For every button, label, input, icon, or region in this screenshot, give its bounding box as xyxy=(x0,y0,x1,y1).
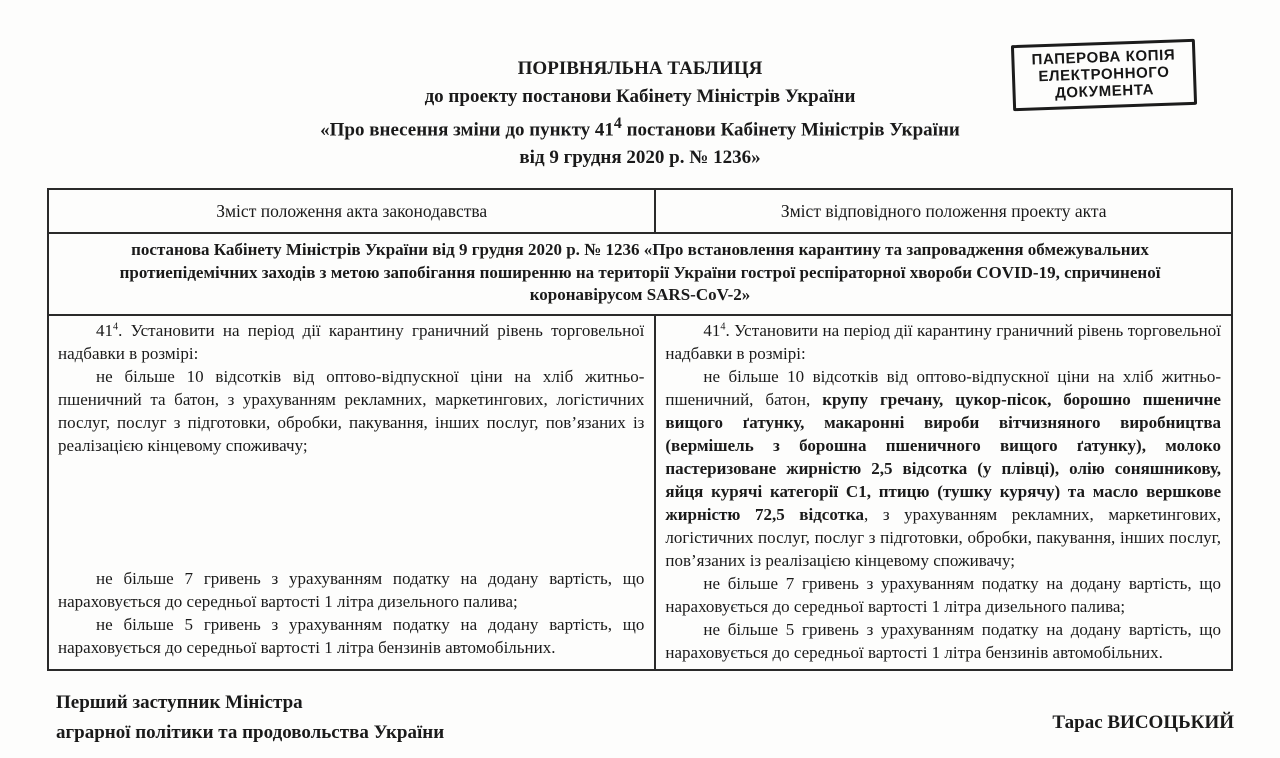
signatory-position xyxy=(56,688,444,748)
resolution-reference-text: постанова Кабінету Міністрів України від 9 грудня 2020 р. № 1236 «Про встановлення карантину та запровадження обмежувальних протиепідемічних заходів з метою запобігання поширенню на території України гострої респіраторної хвороби COVID-19, спричиненої коронавірусом SARS-CoV-2» xyxy=(48,233,1232,315)
table-content-row xyxy=(48,315,1232,670)
text-segment: . Установити на період дії карантину граничний рівень торговельної надбавки в розмірі: xyxy=(665,320,1221,363)
paragraph xyxy=(665,365,1221,572)
text-segment: постанови Кабінету Міністрів України xyxy=(621,119,960,141)
paragraph xyxy=(665,572,1221,618)
paragraph xyxy=(58,365,644,457)
title-line-1: ПОРІВНЯЛЬНА ТАБЛИЦЯ xyxy=(517,58,763,79)
table-header-row xyxy=(48,189,1232,233)
column-header-legislation: Зміст положення акта законодавства xyxy=(48,189,655,233)
column-header-draft: Зміст відповідного положення проекту акта xyxy=(655,189,1232,233)
text-segment: «Про внесення зміни до пункту 41 xyxy=(320,119,614,141)
comparison-table xyxy=(47,188,1233,671)
paragraph xyxy=(58,567,644,613)
text-segment: . Установити на період дії карантину граничний рівень торговельної надбавки в розмірі: xyxy=(58,320,645,363)
text-segment: 41 xyxy=(96,320,113,340)
text-segment: , з урахуванням рекламних, маркетингових, логістичних послуг, послуг з підготовки, обробки, пакування, інших послуг, пов’язаних із реалізацією кінцевому споживачу; xyxy=(665,504,1221,570)
title-line-4: від 9 грудня 2020 р. № 1236» xyxy=(519,146,761,168)
title-line-3 xyxy=(0,110,1280,144)
text-segment: не більше 5 гривень з урахуванням податку на додану вартість, що нараховується до середньої вартості 1 літра бензинів автомобільних. xyxy=(58,614,645,657)
text-segment: не більше 7 гривень з урахуванням податку на додану вартість, що нараховується до середньої вартості 1 літра дизельного палива; xyxy=(665,573,1221,616)
superscript: 4 xyxy=(720,320,726,332)
title-line-2: до проекту постанови Кабінету Міністрів України xyxy=(424,85,856,107)
text-segment: не більше 10 відсотків від оптово-відпускної ціни на хліб житньо-пшеничний та батон, з урахуванням рекламних, маркетингових, логістичних послуг, послуг з підготовки, обробки, пакування, інших послуг, пов’язаних із реалізацією кінцевому споживачу; xyxy=(58,366,645,455)
text-segment: 41 xyxy=(703,320,721,340)
cell-current-legislation-text xyxy=(58,319,644,665)
superscript: 4 xyxy=(613,115,622,132)
superscript: 4 xyxy=(113,320,119,332)
signatory-position-line-1: Перший заступник Міністра xyxy=(56,692,303,713)
paragraph xyxy=(665,319,1221,365)
paragraph xyxy=(58,319,644,365)
text-segment: крупу гречану, цукор-пісок, борошно пшеничне вищого ґатунку, макаронні вироби вітчизняного виробництва (вермішель з борошна пшеничного вищого ґатунку), молоко пастеризоване жирністю 2,5 відсотка (у плівці), олію соняшникову, яйця курячі категорії С1, птицю (тушку курячу) та масло вершкове жирністю 72,5 відсотка xyxy=(665,389,1221,524)
cell-draft-act-text xyxy=(665,319,1221,665)
signatory-name: Тарас ВИСОЦЬКИЙ xyxy=(1052,712,1234,733)
paragraph xyxy=(665,618,1221,664)
stamp-line: ПАПЕРОВА КОПІЯ xyxy=(1031,46,1176,69)
signatory-position-line-2: аграрної політики та продовольства України xyxy=(56,722,445,743)
cell-draft-act xyxy=(655,315,1232,670)
text-segment: не більше 7 гривень з урахуванням податку на додану вартість, що нараховується до середньої вартості 1 літра дизельного палива; xyxy=(58,568,645,611)
cell-current-legislation xyxy=(48,315,655,670)
paragraph xyxy=(58,613,644,659)
stamp-line: ДОКУМЕНТА xyxy=(1054,81,1155,102)
text-segment: не більше 5 гривень з урахуванням податку на додану вартість, що нараховується до середньої вартості 1 літра бензинів автомобільних. xyxy=(665,619,1221,662)
text-segment: не більше 10 відсотків від оптово-відпускної ціни на хліб житньо-пшеничний, батон, xyxy=(665,366,1221,409)
table-merged-row xyxy=(48,233,1232,315)
document-title xyxy=(0,55,1280,171)
stamp-line: ЕЛЕКТРОННОГО xyxy=(1038,63,1170,86)
